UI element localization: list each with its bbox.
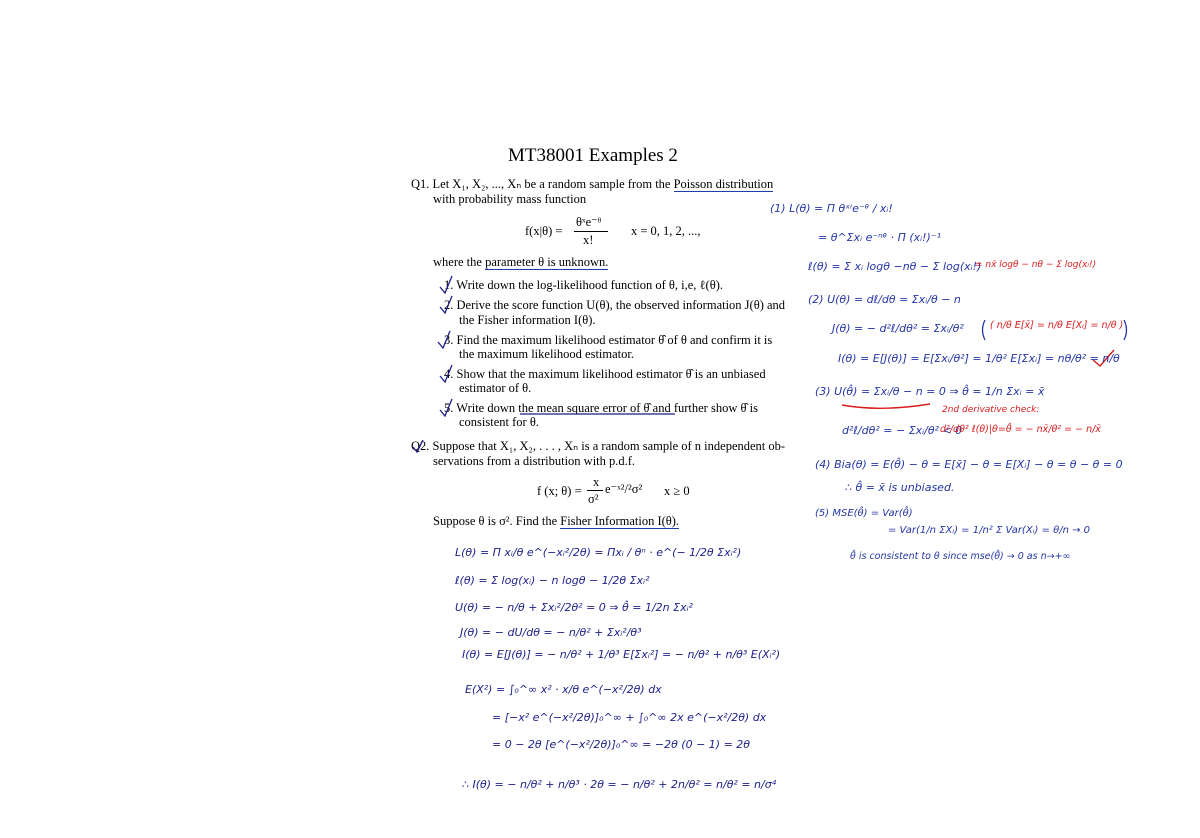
q2-pdf-lhs: f (x; θ) = — [537, 484, 582, 498]
q2-pdf-exp: e⁻ˣ²/²σ² — [605, 482, 643, 496]
note-q2-l1: L(θ) = Π xᵢ/θ e^(−xᵢ²/2θ) = Πxᵢ / θⁿ · e^(− 1/2θ Σxᵢ²) — [455, 546, 742, 559]
page-title: MT38001 Examples 2 — [508, 145, 678, 166]
note-q2-l9: ∴ I(θ) = − n/θ² + n/θ³ · 2θ = − n/θ² + 2n/θ² = n/θ² = n/σ⁴ — [462, 778, 777, 791]
tick-2-icon — [440, 296, 452, 313]
tick-4-icon — [440, 365, 452, 382]
q2-line1: Q2. Suppose that X₁, X₂, . . . , Xₙ is a random sample of n independent ob- — [411, 439, 786, 453]
note-q1-l4: J(θ) = − d²ℓ/dθ² = Σxᵢ/θ² — [832, 322, 964, 335]
q2-pdf-support: x ≥ 0 — [664, 484, 690, 498]
note-q2-l2: ℓ(θ) = Σ log(xᵢ) − n logθ − 1/2θ Σxᵢ² — [455, 574, 650, 587]
q1-intro-text: Q1. Let X₁, X₂, ..., Xₙ be a random sample from the — [411, 177, 671, 191]
q2-suppose-link: Fisher Information I(θ). — [560, 514, 680, 528]
tick-q2-icon — [413, 440, 423, 452]
note-q2-l8: = 0 − 2θ [e^(−x²/2θ)]₀^∞ = −2θ (0 − 1) = 2θ — [492, 738, 751, 751]
note-q1-l5: I(θ) = E[J(θ)] = E[Σxᵢ/θ²] = 1/θ² E[Σxᵢ] = nθ/θ² = n/θ — [838, 352, 1120, 365]
item-number: 3. — [444, 333, 454, 347]
q1-pmf-num: θˣe⁻ᶿ — [576, 215, 602, 229]
q1-item-5-cont: consistent for θ. — [459, 415, 539, 429]
note-q1-l7b: d²/dθ² ℓ(θ)|θ=θ̂ = − nx̄/θ² = − n/x̄ — [940, 424, 1101, 435]
note-q2-l3: U(θ) = − n/θ + Σxᵢ²/2θ² = 0 ⇒ θ̂ = 1/2n Σxᵢ² — [455, 601, 693, 614]
note-q2-l6: E(X²) = ∫₀^∞ x² · x/θ e^(−x²/2θ) dx — [465, 683, 662, 696]
tick-5-icon — [440, 399, 452, 416]
tick-1-icon — [440, 276, 452, 293]
note-q2-l7: = [−x² e^(−x²/2θ)]₀^∞ + ∫₀^∞ 2x e^(−x²/2θ) dx — [492, 711, 767, 724]
note-q2-l5: I(θ) = E[J(θ)] = − n/θ² + 1/θ³ E[Σxᵢ²] = − n/θ² + n/θ³ E(Xᵢ²) — [462, 648, 781, 661]
red-underline-icon — [842, 404, 930, 408]
item-number: 2. — [444, 298, 454, 312]
item-text: Derive the score function U(θ), the observed information J(θ) and — [456, 298, 786, 312]
q1-where-link: parameter θ is unknown. — [485, 255, 609, 269]
q2-line2: servations from a distribution with p.d.f. — [433, 454, 636, 468]
item-text: Write down the mean square error of θ̂ and further show θ̂ is — [456, 401, 758, 415]
note-q1-l10: (5) MSE(θ̂) = Var(θ̂) — [815, 508, 913, 519]
tick-3-icon — [438, 331, 450, 348]
q1-pmf-den: x! — [583, 233, 594, 247]
note-q1-l8: (4) Bia(θ) = E(θ̂) − θ = E[x̄] − θ = E[Xᵢ] − θ = θ − θ = 0 — [815, 458, 1123, 471]
note-q1-l3: (2) U(θ) = dℓ/dθ = Σxᵢ/θ − n — [808, 293, 961, 306]
q1-where-text: where the — [433, 255, 482, 269]
q1-item-2-cont: the Fisher information I(θ). — [459, 313, 596, 327]
note-q1-l9: ∴ θ̂ = x̄ is unbiased. — [845, 481, 955, 494]
q1-intro-link: Poisson distribution — [673, 177, 774, 191]
item-number: 5. — [444, 401, 454, 415]
note-q1-l12: θ̂ is consistent to θ since mse(θ̂) → 0 as n→+∞ — [850, 551, 1071, 562]
item-text: Find the maximum likelihood estimator θ̂ of θ and confirm it is — [456, 333, 773, 347]
q2-pdf-den: σ² — [588, 492, 599, 506]
note-q1-l1b: = θ^Σxᵢ e⁻ⁿᶿ · Π (xᵢ!)⁻¹ — [818, 231, 942, 244]
note-q1-l1: (1) L(θ) = Π θˣⁱe⁻ᶿ / xᵢ! — [770, 202, 893, 215]
note-q1-l11: = Var(1/n ΣXᵢ) = 1/n² Σ Var(Xᵢ) = θ/n → 0 — [888, 525, 1091, 536]
note-q2-l4: J(θ) = − dU/dθ = − n/θ² + Σxᵢ²/θ³ — [460, 626, 642, 639]
q1-pmf-support: x = 0, 1, 2, ..., — [631, 224, 701, 238]
note-q1-l2b: = nx̄ logθ − nθ − Σ log(xᵢ!) — [975, 260, 1097, 270]
item-text: Write down the log-likelihood function of θ, i,e, ℓ(θ). — [456, 278, 723, 292]
note-q1-l2: ℓ(θ) = Σ xᵢ logθ −nθ − Σ log(xᵢ!) — [808, 260, 982, 273]
note-q1-l6b: 2nd derivative check: — [942, 405, 1040, 415]
q1-pmf-lhs: f(x|θ) = — [525, 224, 563, 238]
note-q1-l7: d²ℓ/dθ² = − Σxᵢ/θ² < 0 — [842, 424, 963, 437]
item-number: 4. — [444, 367, 454, 381]
q1-item-4-cont: estimator of θ. — [459, 381, 532, 395]
q1-intro-line2: with probability mass function — [433, 192, 587, 206]
q2-suppose-text: Suppose θ is σ². Find the — [433, 514, 558, 528]
note-q1-l4b: ( n/θ E[x̄] = n/θ E[Xᵢ] = n/θ ) — [990, 320, 1124, 331]
q1-item-3-cont: the maximum likelihood estimator. — [459, 347, 634, 361]
item-text: Show that the maximum likelihood estimator θ̂ is an unbiased — [456, 367, 766, 381]
note-q1-l6: (3) U(θ̂) = Σxᵢ/θ − n = 0 ⇒ θ̂ = 1/n Σxᵢ = x̄ — [815, 385, 1045, 398]
q2-pdf-num: x — [593, 475, 600, 489]
item-number: 1. — [444, 278, 454, 292]
